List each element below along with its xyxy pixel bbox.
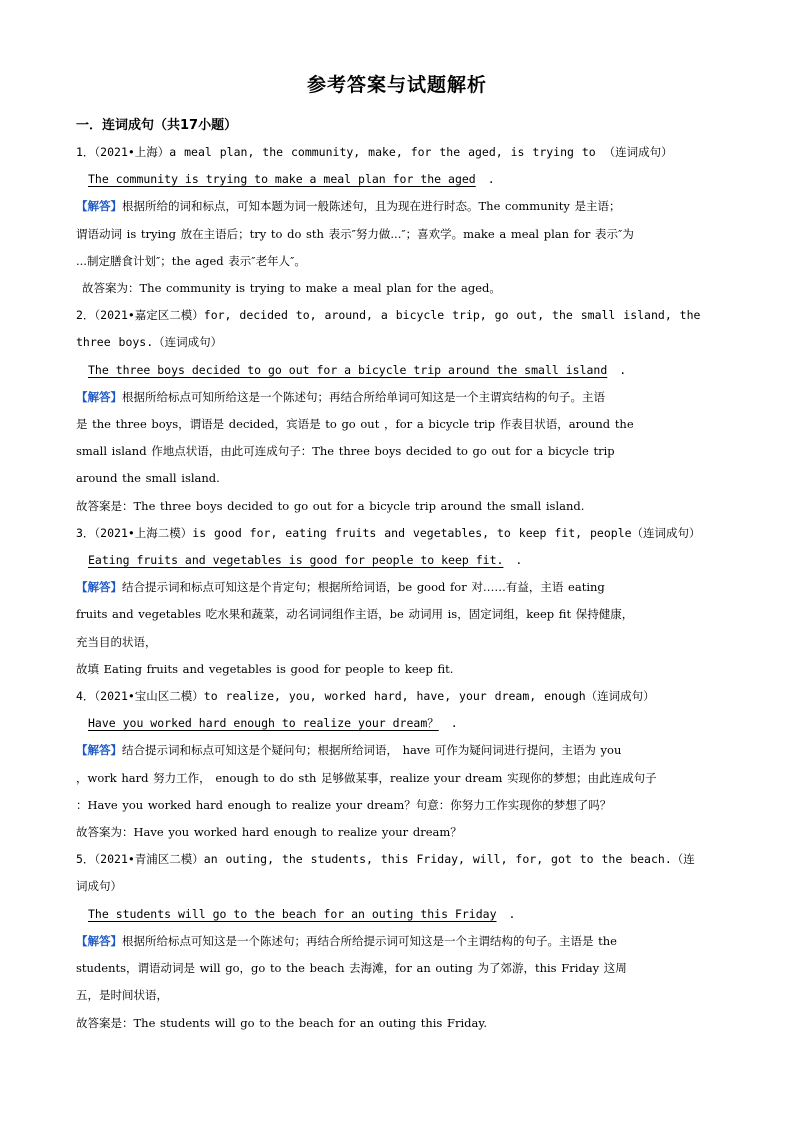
analysis-tag: 【解答】 <box>76 199 122 214</box>
answer-line <box>76 166 718 193</box>
question-text: 4．（2021•宝山区二模）to realize, you, worked hard, have, your dream, enough（连词成句） <box>76 689 655 704</box>
conclusion-line: 故答案是：The students will go to the beach for an outing this Friday. <box>76 1015 487 1030</box>
conclusion-line: 故填 Eating fruits and vegetables is good for people to keep fit. <box>76 661 454 676</box>
analysis-line: ，work hard 努力工作， enough to do sth 足够做某事，realize your dream 实现你的梦想；由此连成句子 <box>76 770 657 785</box>
question-item-2 <box>76 302 718 520</box>
answer-line <box>76 710 718 737</box>
analysis-tag: 【解答】 <box>76 389 122 404</box>
analysis-text: 根据所给标点可知所给这是一个陈述句；再结合所给单词可知这是一个主谓宾结构的句子。主语 <box>122 389 605 404</box>
answer-tail: . <box>619 362 627 377</box>
answer-text: Have you worked hard enough to realize your dream？ <box>88 716 439 731</box>
analysis-line: 谓语动词 is trying 放在主语后；try to do sth 表示″努力做...″；喜欢学。make a meal plan for 表示″为 <box>76 226 634 241</box>
question-item-4 <box>76 683 718 846</box>
answer-line <box>76 547 718 574</box>
conclusion-line: 故答案为：Have you worked hard enough to realize your dream？ <box>76 825 462 840</box>
analysis-line: ...制定膳食计划″；the aged 表示″老年人″。 <box>76 253 306 268</box>
answer-line <box>76 357 718 384</box>
analysis-line: ：Have you worked hard enough to realize your dream？句意：你努力工作实现你的梦想了吗？ <box>76 797 612 812</box>
answer-text: The students will go to the beach for an outing this Friday <box>88 906 497 921</box>
question-text: 5．（2021•青浦区二模）an outing, the students, this Friday, will, for, got to the beach.（连 <box>76 852 695 867</box>
question-text-cont: 词成句） <box>76 879 122 894</box>
question-item-5 <box>76 846 718 1036</box>
conclusion-line: 故答案为：The community is trying to make a meal plan for the aged。 <box>82 281 501 296</box>
answer-text: Eating fruits and vegetables is good for people to keep fit. <box>88 553 504 568</box>
question-item-3 <box>76 520 718 683</box>
answer-tail: . <box>450 716 458 731</box>
section-heading: 一．连词成句（共17小题） <box>76 118 238 133</box>
question-text: 3．（2021•上海二模）is good for, eating fruits and vegetables, to keep fit, people（连词成句） <box>76 525 701 540</box>
analysis-line: students，谓语动词是 will go，go to the beach 去海滩，for an outing 为了郊游，this Friday 这周 <box>76 961 627 976</box>
answer-tail: . <box>508 906 516 921</box>
analysis-line <box>76 193 718 220</box>
page-title: 参考答案与试题解析 <box>306 74 487 96</box>
analysis-line: 充当目的状语， <box>76 634 157 649</box>
analysis-text: 结合提示词和标点可知这是个肯定句；根据所给词语，be good for 对……有益，主语 eating <box>122 580 605 595</box>
analysis-text: 结合提示词和标点可知这是个疑问句；根据所给词语， have 可作为疑问词进行提问，主语为 you <box>122 743 622 758</box>
analysis-tag: 【解答】 <box>76 933 122 948</box>
analysis-line: 是 the three boys，谓语是 decided，宾语是 to go out ，for a bicycle trip 作表目状语，around the <box>76 417 634 432</box>
conclusion-line: 故答案是：The three boys decided to go out for a bicycle trip around the small island. <box>76 498 585 513</box>
analysis-line <box>76 384 718 411</box>
answer-text: The community is trying to make a meal plan for the aged <box>88 172 476 187</box>
analysis-line: 五，是时间状语， <box>76 988 168 1003</box>
analysis-line: around the small island. <box>76 471 220 486</box>
analysis-text: 根据所给标点可知这是一个陈述句；再结合所给提示词可知这是一个主谓结构的句子。主语是 the <box>122 933 617 948</box>
analysis-line <box>76 928 718 955</box>
analysis-line: fruits and vegetables 吃水果和蔬菜，动名词词组作主语，be 动词用 is，固定词组，keep fit 保持健康， <box>76 607 634 622</box>
answer-tail: . <box>487 172 495 187</box>
answer-tail: . <box>515 553 523 568</box>
answer-text: The three boys decided to go out for a bicycle trip around the small island <box>88 362 608 377</box>
question-text: 1．（2021•上海）a meal plan, the community, make, for the aged, is trying to （连词成句） <box>76 145 673 159</box>
question-item-1 <box>76 139 718 302</box>
analysis-line <box>76 574 718 601</box>
analysis-line: small island 作地点状语，由此可连成句子：The three boys decided to go out for a bicycle trip <box>76 444 615 459</box>
analysis-tag: 【解答】 <box>76 743 122 758</box>
analysis-line <box>76 737 718 764</box>
analysis-tag: 【解答】 <box>76 580 122 595</box>
question-text: 2．（2021•嘉定区二模）for, decided to, around, a bicycle trip, go out, the small island, the <box>76 308 701 323</box>
answer-line <box>76 901 718 928</box>
question-text-cont: three boys.（连词成句） <box>76 335 223 350</box>
analysis-text: 根据所给的词和标点，可知本题为词一般陈述句，且为现在进行时态。The community 是主语； <box>122 199 621 214</box>
document-page <box>76 72 718 1037</box>
